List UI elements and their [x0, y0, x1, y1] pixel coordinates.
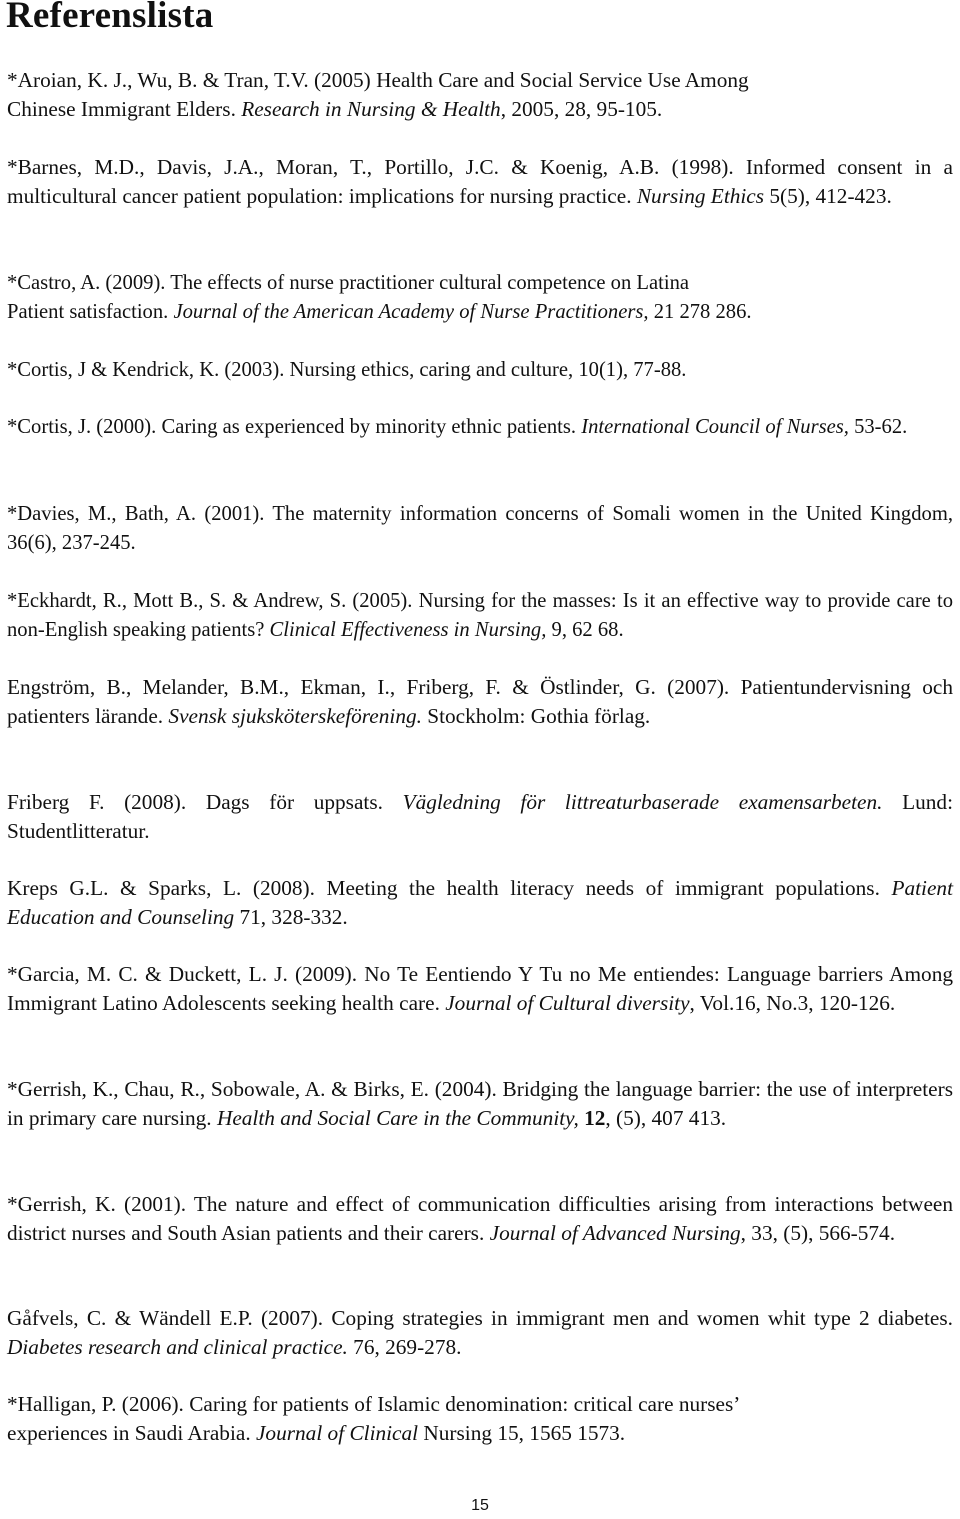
- reference-source: Journal of the American Academy of Nurse Practitioners,: [173, 301, 649, 323]
- reference-item: [7, 673, 953, 731]
- reference-text: *Barnes, M.D., Davis, J.A., Moran, T., Portillo, J.C. & Koenig, A.B. (1998). Informed consent in a multicultural cancer patient population: implications for nursing practice.: [7, 155, 953, 208]
- reference-details: 21 278 286.: [648, 301, 752, 323]
- reference-text: *Eckhardt, R., Mott B., S. & Andrew, S. (2005). Nursing for the masses: Is it an effective way to provide care to non-English speaking patients?: [7, 590, 953, 641]
- reference-text: *Gerrish, K. (2001). The nature and effect of communication difficulties arising from interactions between district nurses and South Asian patients and their carers.: [7, 1192, 953, 1245]
- reference-item: [7, 587, 953, 645]
- reference-item: [7, 1190, 953, 1248]
- reference-text: *Cortis, J. (2000). Caring as experienced by minority ethnic patients.: [7, 416, 582, 438]
- reference-text: *Garcia, M. C. & Duckett, L. J. (2009). No Te Eentiendo Y Tu no Me entiendes: Language barriers Among Immigrant Latino Adolescents seeking health care.: [7, 962, 953, 1015]
- reference-text: *Gerrish, K., Chau, R., Sobowale, A. & Birks, E. (2004). Bridging the language barrier: the use of interpreters in primary care nursing.: [7, 1077, 953, 1130]
- reference-details: , (5), 407 413.: [605, 1106, 727, 1130]
- reference-details: , Vol.16, No.3, 120-126.: [689, 991, 896, 1015]
- reference-item: [7, 500, 953, 558]
- reference-item: [7, 1390, 953, 1448]
- reference-source: Journal of Cultural diversity: [445, 991, 690, 1015]
- reference-text: *Halligan, P. (2006). Caring for patients of Islamic denomination: critical care nurses’: [7, 1392, 741, 1416]
- reference-details: , 36(6), 237-245.: [7, 503, 953, 554]
- reference-details: Nursing 15, 1565 1573.: [418, 1421, 626, 1445]
- reference-text: Patient satisfaction.: [7, 301, 174, 323]
- reference-item: [7, 269, 953, 327]
- reference-details: , 33, (5), 566-574.: [740, 1221, 896, 1245]
- reference-text: *Castro, A. (2009). The effects of nurse practitioner cultural competence on Latina: [7, 272, 690, 294]
- reference-details: 76, 269-278.: [347, 1335, 462, 1359]
- reference-text: Friberg F. (2008). Dags för uppsats.: [7, 790, 403, 814]
- reference-item: [7, 1075, 953, 1133]
- reference-item: [7, 356, 953, 385]
- reference-source: Research in Nursing & Health: [241, 97, 501, 121]
- reference-source: Nursing Ethics: [636, 184, 765, 208]
- reference-details: 53-62.: [848, 416, 908, 438]
- reference-text: Engström, B., Melander, B.M., Ekman, I., Friberg, F. & Östlinder, G. (2007). Patientundervisning och patienters lärande.: [7, 675, 953, 728]
- reference-item: [7, 66, 953, 124]
- reference-source: Journal of Advanced Nursing: [489, 1221, 741, 1245]
- page-title: Referenslista: [6, 0, 214, 36]
- reference-text: *Aroian, K. J., Wu, B. & Tran, T.V. (2005) Health Care and Social Service Use Among: [7, 68, 749, 92]
- reference-item: [7, 874, 953, 932]
- reference-source: International Council of Nurses,: [581, 416, 849, 438]
- reference-source: Health and Social Care in the Community,: [216, 1106, 579, 1130]
- reference-source: Svensk sjuksköterskeförening.: [168, 704, 422, 728]
- reference-details: Lund: Studentlitteratur.: [7, 790, 953, 843]
- reference-text: Kreps G.L. & Sparks, L. (2008). Meeting the health literacy needs of immigrant populations.: [7, 876, 892, 900]
- reference-details: , 2005, 28, 95-105.: [500, 97, 663, 121]
- reference-source: Clinical Effectiveness in Nursing,: [269, 619, 547, 641]
- reference-item: [7, 788, 953, 846]
- reference-source: Journal of Clinical: [255, 1421, 419, 1445]
- reference-source: Diabetes research and clinical practice.: [7, 1335, 348, 1359]
- reference-text: experiences in Saudi Arabia.: [7, 1421, 256, 1445]
- reference-source: Patient Education and Counseling: [7, 876, 953, 929]
- reference-text: Gåfvels, C. & Wändell E.P. (2007). Coping strategies in immigrant men and women whit type 2 diabetes.: [7, 1306, 953, 1330]
- page-number: 15: [471, 1497, 489, 1514]
- reference-volume: 12: [578, 1106, 606, 1130]
- reference-source: Vägledning för littreaturbaserade examensarbeten.: [402, 790, 883, 814]
- reference-details: 9, 62 68.: [546, 619, 624, 641]
- reference-text: Chinese Immigrant Elders.: [7, 97, 242, 121]
- reference-details: 5(5), 412-423.: [764, 184, 892, 208]
- reference-details: Stockholm: Gothia förlag.: [421, 704, 651, 728]
- reference-text: *Davies, M., Bath, A. (2001). The maternity information concerns of Somali women in the United Kingdom: [7, 503, 948, 525]
- reference-details: 71, 328-332.: [234, 905, 348, 929]
- reference-item: [7, 960, 953, 1018]
- reference-item: [7, 413, 953, 442]
- reference-item: [7, 1304, 953, 1362]
- reference-text: *Cortis, J & Kendrick, K. (2003). Nursing ethics, caring and culture, 10(1), 77-88.: [7, 359, 687, 381]
- reference-item: [7, 153, 953, 211]
